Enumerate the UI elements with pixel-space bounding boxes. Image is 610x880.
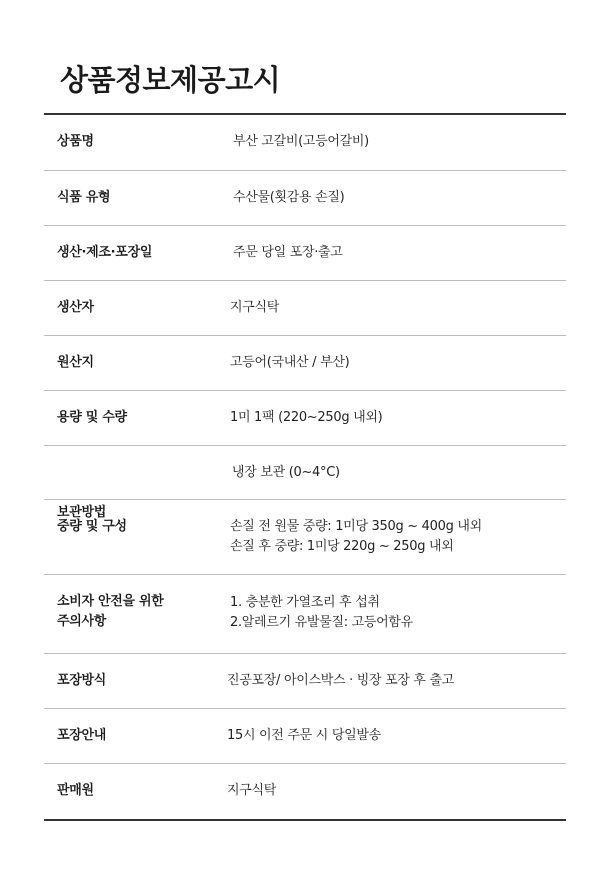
row-value: 냉장 보관 (0~4°C) xyxy=(232,465,340,480)
row-label: 생산자 xyxy=(57,300,94,315)
row-value: 진공포장/ 아이스박스 · 빙장 포장 후 출고 xyxy=(227,673,455,688)
table-row xyxy=(44,654,566,709)
row-value: 손질 전 원물 중량: 1미당 350g ~ 400g 내외 손질 후 중량: 1미당 220g ~ 250g 내외 xyxy=(230,519,482,554)
table-row xyxy=(44,115,566,171)
product-info-table xyxy=(44,113,566,821)
row-label: 판매원 xyxy=(57,783,94,798)
row-label: 상품명 xyxy=(57,134,94,149)
table-row xyxy=(44,446,566,520)
page-title: 상품정보제공고시 xyxy=(60,63,281,97)
row-value: 지구식탁 xyxy=(227,783,277,798)
table-row xyxy=(44,575,566,654)
row-label: 용량 및 수량 xyxy=(57,410,127,425)
row-label: 중량 및 구성 xyxy=(57,519,127,534)
table-row xyxy=(44,391,566,446)
row-value: 고등어(국내산 / 부산) xyxy=(230,355,350,370)
row-label: 식품 유형 xyxy=(57,190,111,205)
row-value: 수산물(횟감용 손질) xyxy=(233,190,345,205)
row-value: 지구식탁 xyxy=(230,300,280,315)
row-label: 생산·제조·포장일 xyxy=(57,245,153,260)
row-value: 1미 1팩 (220~250g 내외) xyxy=(230,410,383,425)
table-row xyxy=(44,226,566,281)
row-value: 1. 충분한 가열조리 후 섭취 2.알레르기 유발물질: 고등어함유 xyxy=(230,595,413,630)
row-label: 포장방식 xyxy=(57,673,107,688)
row-label: 포장안내 xyxy=(57,728,107,743)
row-label: 소비자 안전을 위한 주의사항 xyxy=(57,594,164,629)
table-row xyxy=(44,709,566,764)
row-value: 15시 이전 주문 시 당일발송 xyxy=(227,728,381,743)
row-value: 주문 당일 포장·출고 xyxy=(233,245,343,260)
row-label: 원산지 xyxy=(57,355,94,370)
row-value: 부산 고갈비(고등어갈비) xyxy=(233,134,369,149)
row-label: 보관방법 xyxy=(57,505,107,520)
table-row xyxy=(44,336,566,391)
table-row xyxy=(44,281,566,336)
table-row xyxy=(44,764,566,819)
table-row xyxy=(44,500,566,575)
table-row xyxy=(44,171,566,226)
